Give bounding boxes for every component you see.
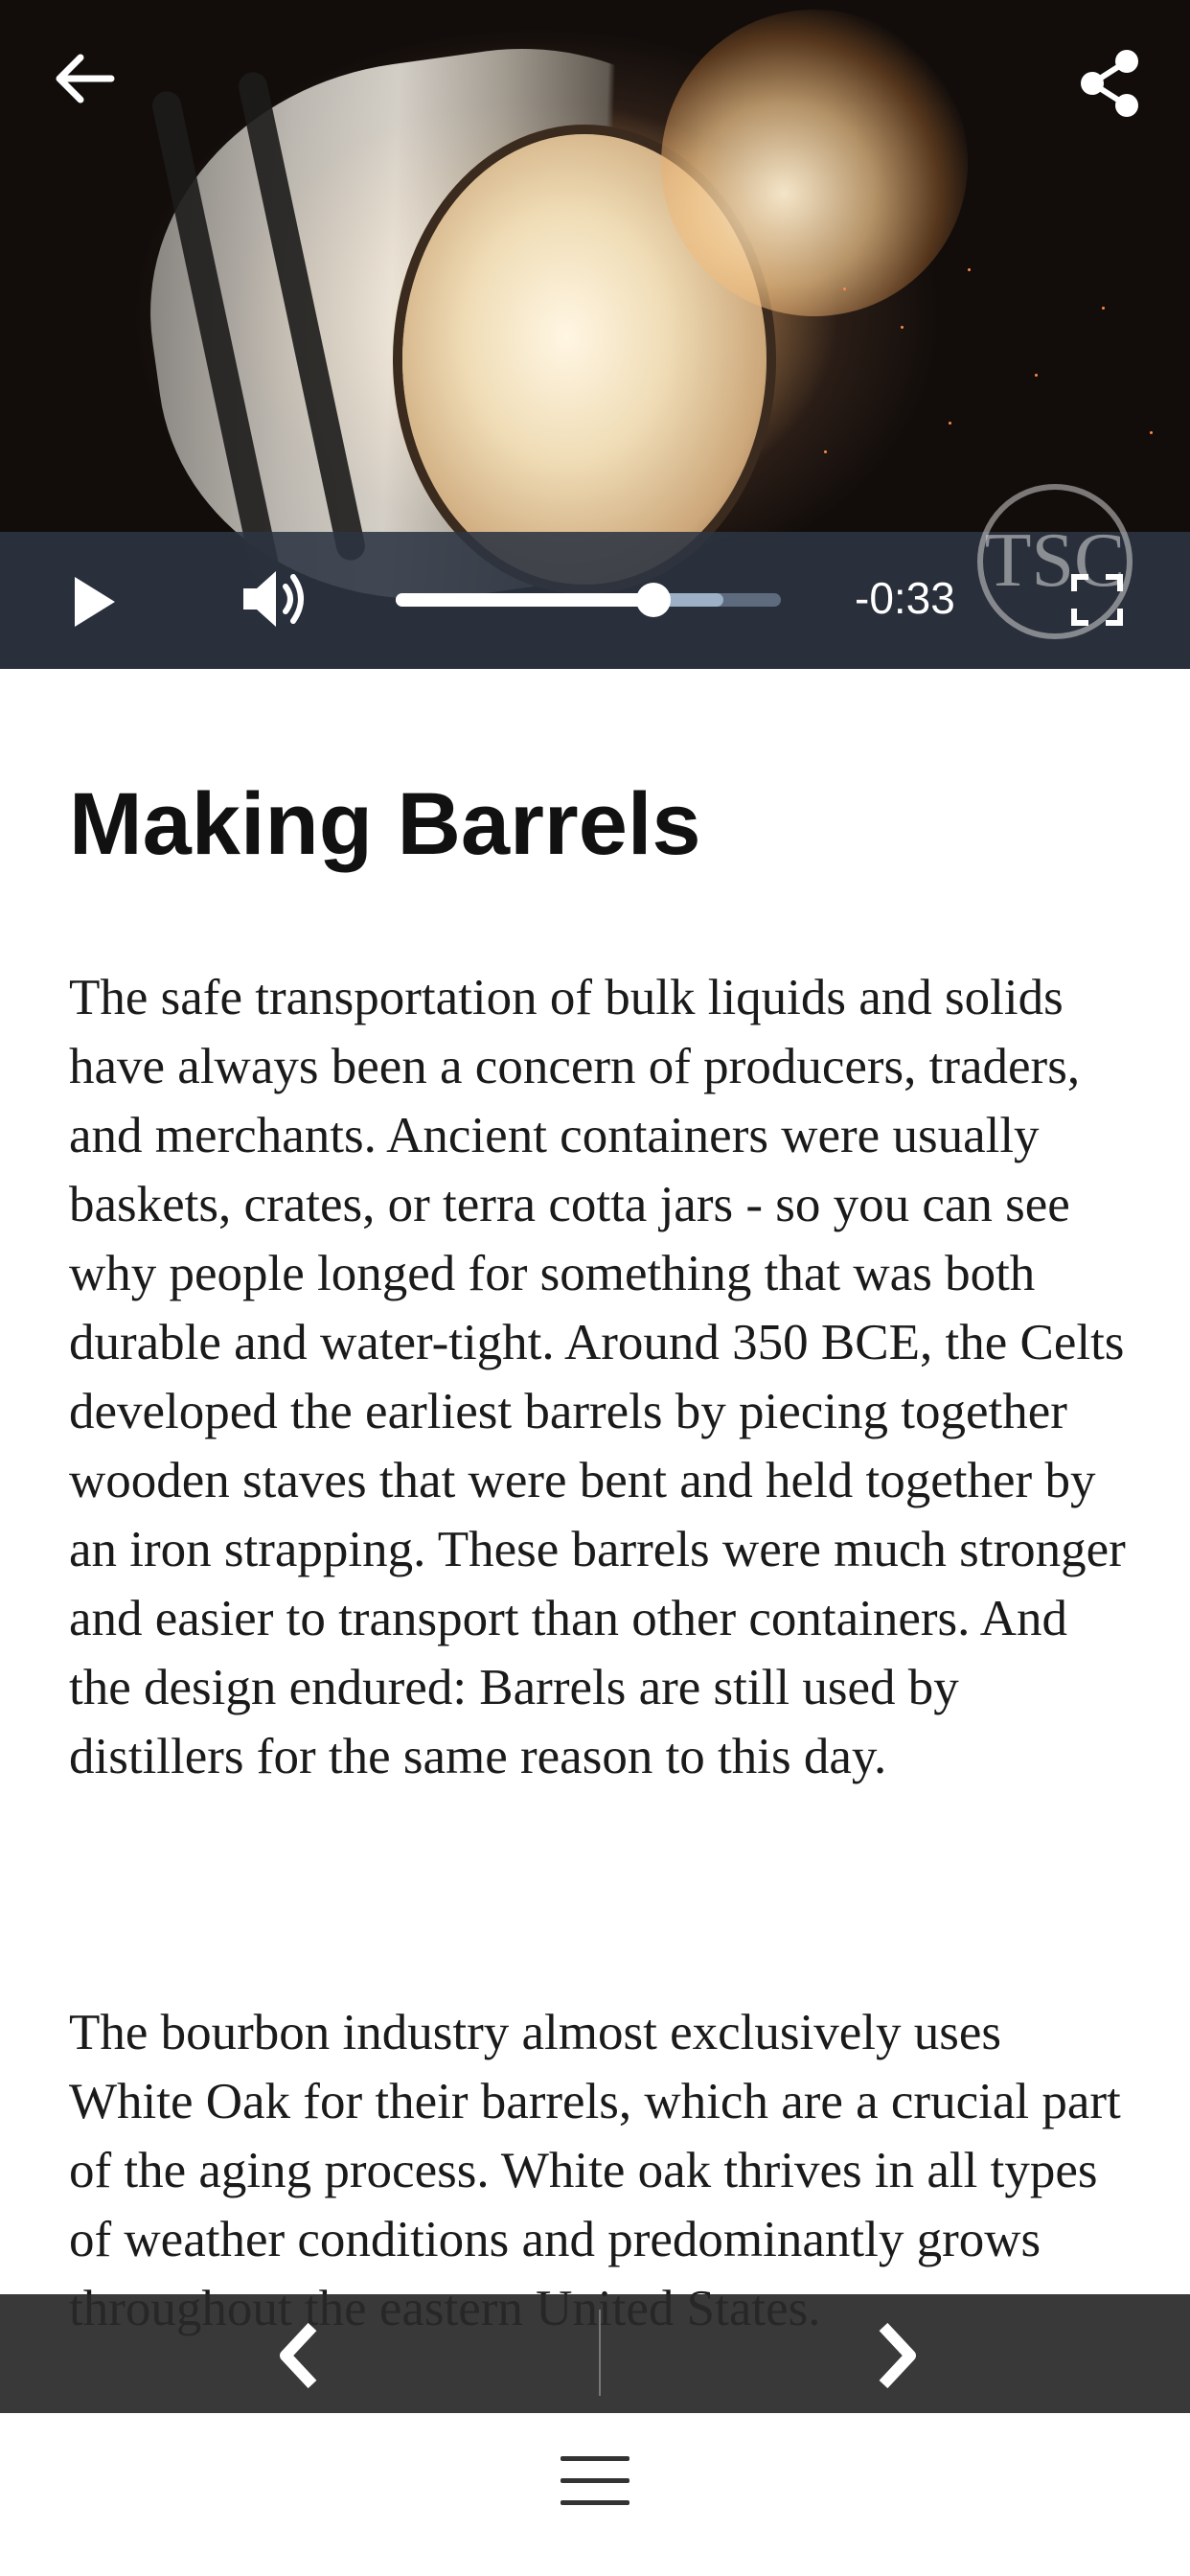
pager-bar [0,2294,1190,2413]
chevron-left-icon[interactable] [266,2317,333,2394]
article-paragraph: The safe transportation of bulk liquids and solids have always been a concern of producers, traders, and merchants. Ancient containers were usually baskets, crates, or terra cotta jars - so you can see why people longed for something that was both durable and water-tight. Around 350 BCE, the Celts developed the earliest barrels by piecing together wooden staves that were bent and held together by an iron strapping. These barrels were much stronger and easier to transport than other containers. And the design endured: Barrels are still used by distillers for the same reason to this day. [69,970,1126,1784]
video-frame-spark [843,288,846,290]
pager-divider [599,2310,601,2396]
share-icon[interactable] [1079,50,1140,117]
hamburger-menu-icon[interactable] [561,2456,629,2506]
video-frame-spark [901,326,904,329]
page-title: Making Barrels [69,775,701,873]
time-remaining: -0:33 [855,573,955,623]
video-frame-spark [968,268,971,271]
article-paragraph: The bourbon industry almost exclusively uses White Oak for their barrels, which are a crucial part of the aging process. White oak thrives in all types of weather conditions and predominantly grows [69,2005,1121,2267]
video-frame-spark [1150,431,1153,434]
video-frame-spark [949,422,951,425]
watermark-logo: TSC [977,484,1133,639]
progress-fill [396,593,653,607]
fullscreen-icon[interactable] [1071,574,1123,626]
video-frame-spark [824,450,827,453]
arrow-left-icon[interactable] [50,50,117,107]
play-icon[interactable] [75,577,115,627]
video-frame-spark [1035,374,1038,377]
video-frame-spark [1102,307,1105,310]
volume-icon[interactable] [240,567,310,631]
video-frame-flame [661,10,968,316]
chevron-right-icon[interactable] [862,2317,929,2394]
